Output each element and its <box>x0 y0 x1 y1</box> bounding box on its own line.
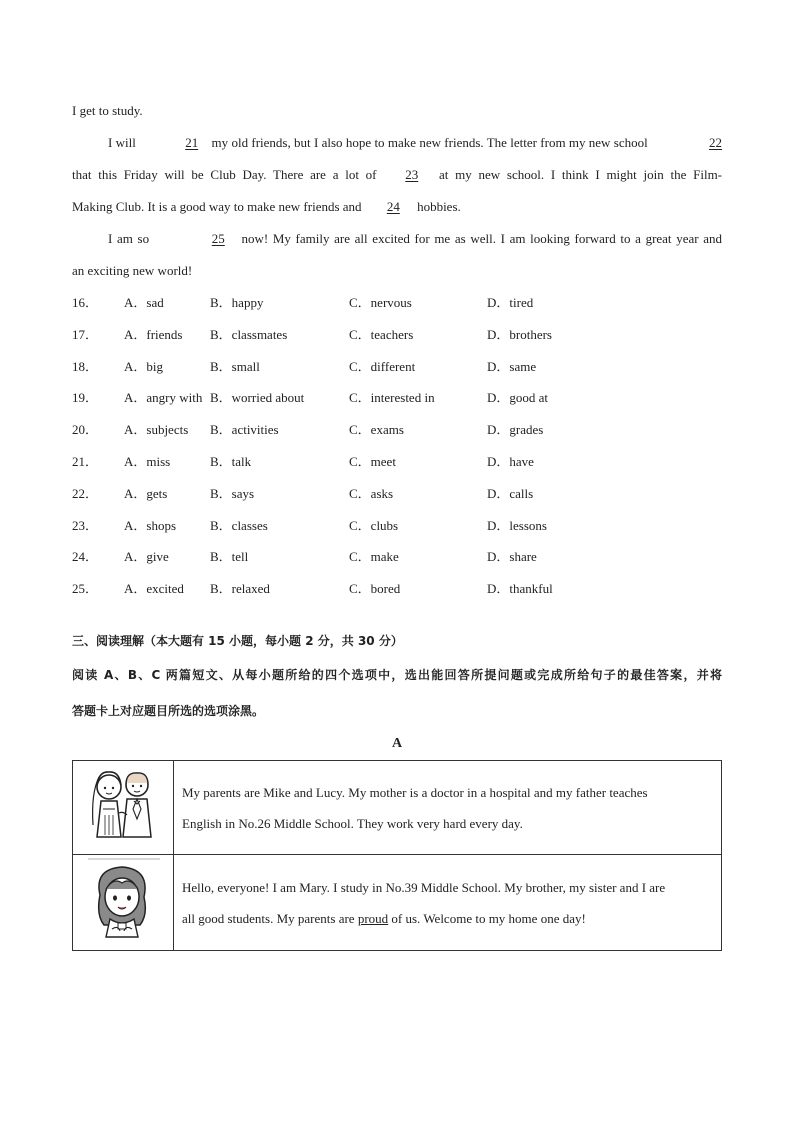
option-d: D．share <box>487 549 537 565</box>
option-c: C．make <box>349 549 399 565</box>
passage-text: now! My family are all excited for me as well. I am looking forward to a great year and <box>241 231 723 246</box>
option-b: B．activities <box>210 422 279 438</box>
option-a: A．gets <box>124 485 168 501</box>
mary-text: all good students. My parents are <box>182 910 355 926</box>
passage-text: Making Club. It is a good way to make new friends and <box>72 199 362 214</box>
girl-picture <box>73 855 174 951</box>
passage-text: I get to study. <box>72 103 143 118</box>
option-b: B．relaxed <box>210 581 270 597</box>
question-number: 20． <box>72 422 99 438</box>
parents-line-1: My parents are Mike and Lucy. My mother is a doctor in a hospital and my father teaches <box>182 784 648 800</box>
option-c: C．interested in <box>349 390 435 406</box>
passage-text: I will <box>108 135 136 150</box>
question-number: 16． <box>72 295 99 310</box>
option-c: C．teachers <box>349 326 414 342</box>
option-a: A．friends <box>124 326 183 342</box>
option-b: B．tell <box>210 549 249 565</box>
option-d: D．lessons <box>487 517 547 533</box>
passage-a-row-mary <box>73 855 722 951</box>
option-b: B．small <box>210 358 260 374</box>
passage-a-title: A <box>391 736 403 751</box>
section-instruction-2: 答题卡上对应题目所选的选项涂黑。 <box>72 704 265 718</box>
passage-line-4 <box>72 198 461 216</box>
blank-25: 25 <box>211 231 225 246</box>
mary-line-2 <box>182 903 713 934</box>
option-c: C．bored <box>349 581 401 597</box>
parents-description <box>174 761 722 855</box>
question-row <box>72 358 722 376</box>
blank-21: 21 <box>185 135 199 150</box>
question-number: 17． <box>72 326 99 342</box>
girl-illustration-icon <box>82 855 164 939</box>
question-number: 18． <box>72 358 99 374</box>
question-row <box>72 548 722 566</box>
mary-text: of us. Welcome to my home one day! <box>391 910 586 926</box>
option-b: B．classmates <box>210 326 288 342</box>
mary-description <box>174 855 722 951</box>
option-a: A．sad <box>124 295 164 310</box>
question-number: 23． <box>72 517 99 533</box>
option-d: D．have <box>487 454 534 469</box>
option-b: B．talk <box>210 454 252 469</box>
couple-picture <box>73 761 174 855</box>
question-row <box>72 453 722 471</box>
passage-line-2 <box>72 134 722 152</box>
option-a: A．shops <box>124 517 177 533</box>
blank-24: 24 <box>386 199 400 214</box>
option-d: D．good at <box>487 390 549 406</box>
option-c: C．different <box>349 358 416 374</box>
question-row <box>72 517 722 535</box>
passage-line-1 <box>72 102 143 120</box>
passage-text: at my new school. I think I might join the Film- <box>439 167 723 182</box>
option-d: D．thankful <box>487 581 553 597</box>
passage-text: my old friends, but I also hope to make new friends. The letter from my new school <box>211 135 648 150</box>
question-number: 22． <box>72 485 99 501</box>
section-heading: 三、阅读理解（本大题有 15 小题，每小题 2 分，共 30 分） <box>72 634 403 648</box>
passage-text: that this Friday will be Club Day. There are a lot of <box>72 167 377 182</box>
question-number: 24． <box>72 549 99 565</box>
underlined-word-proud: proud <box>357 910 389 926</box>
couple-illustration-icon <box>83 763 163 841</box>
option-c: C．nervous <box>349 295 412 310</box>
option-c: C．clubs <box>349 517 399 533</box>
passage-text: I am so <box>108 231 150 246</box>
question-row <box>72 326 722 344</box>
blank-22: 22 <box>709 135 723 150</box>
option-a: A．give <box>124 549 169 565</box>
question-number: 21． <box>72 454 99 469</box>
passage-text: hobbies. <box>417 199 461 214</box>
option-b: B．classes <box>210 517 268 533</box>
question-row <box>72 294 722 312</box>
option-a: A．subjects <box>124 422 189 438</box>
passage-a-row-parents <box>73 761 722 855</box>
question-row <box>72 421 722 439</box>
blank-23: 23 <box>405 167 419 182</box>
option-d: D．tired <box>487 295 534 310</box>
passage-line-6 <box>72 262 192 280</box>
option-d: D．calls <box>487 485 534 501</box>
option-b: B．worried about <box>210 390 305 406</box>
option-a: A．big <box>124 358 164 374</box>
option-a: A．excited <box>124 581 184 597</box>
passage-line-3 <box>72 166 722 184</box>
passage-line-5 <box>72 230 722 248</box>
option-b: B．says <box>210 485 255 501</box>
option-c: C．exams <box>349 422 404 438</box>
question-number: 19． <box>72 390 99 406</box>
question-number: 25． <box>72 581 99 597</box>
option-b: B．happy <box>210 295 264 310</box>
option-d: D．same <box>487 358 537 374</box>
question-row <box>72 485 722 503</box>
option-d: D．grades <box>487 422 544 438</box>
option-a: A．angry with <box>124 390 203 406</box>
section-instruction-1: 阅读 A、B、C 两篇短文、从每小题所给的四个选项中，选出能回答所提问题或完成所给句子的最佳答案，并将 <box>72 668 722 682</box>
option-c: C．meet <box>349 454 396 469</box>
option-d: D．brothers <box>487 326 552 342</box>
option-c: C．asks <box>349 485 394 501</box>
mary-line-1: Hello, everyone! I am Mary. I study in No.39 Middle School. My brother, my sister and I are <box>182 879 666 895</box>
passage-a-table <box>72 760 722 951</box>
question-row <box>72 580 722 598</box>
passage-text: an exciting new world! <box>72 263 193 278</box>
question-row <box>72 389 722 407</box>
parents-line-2: English in No.26 Middle School. They work very hard every day. <box>182 815 523 831</box>
option-a: A．miss <box>124 454 171 469</box>
